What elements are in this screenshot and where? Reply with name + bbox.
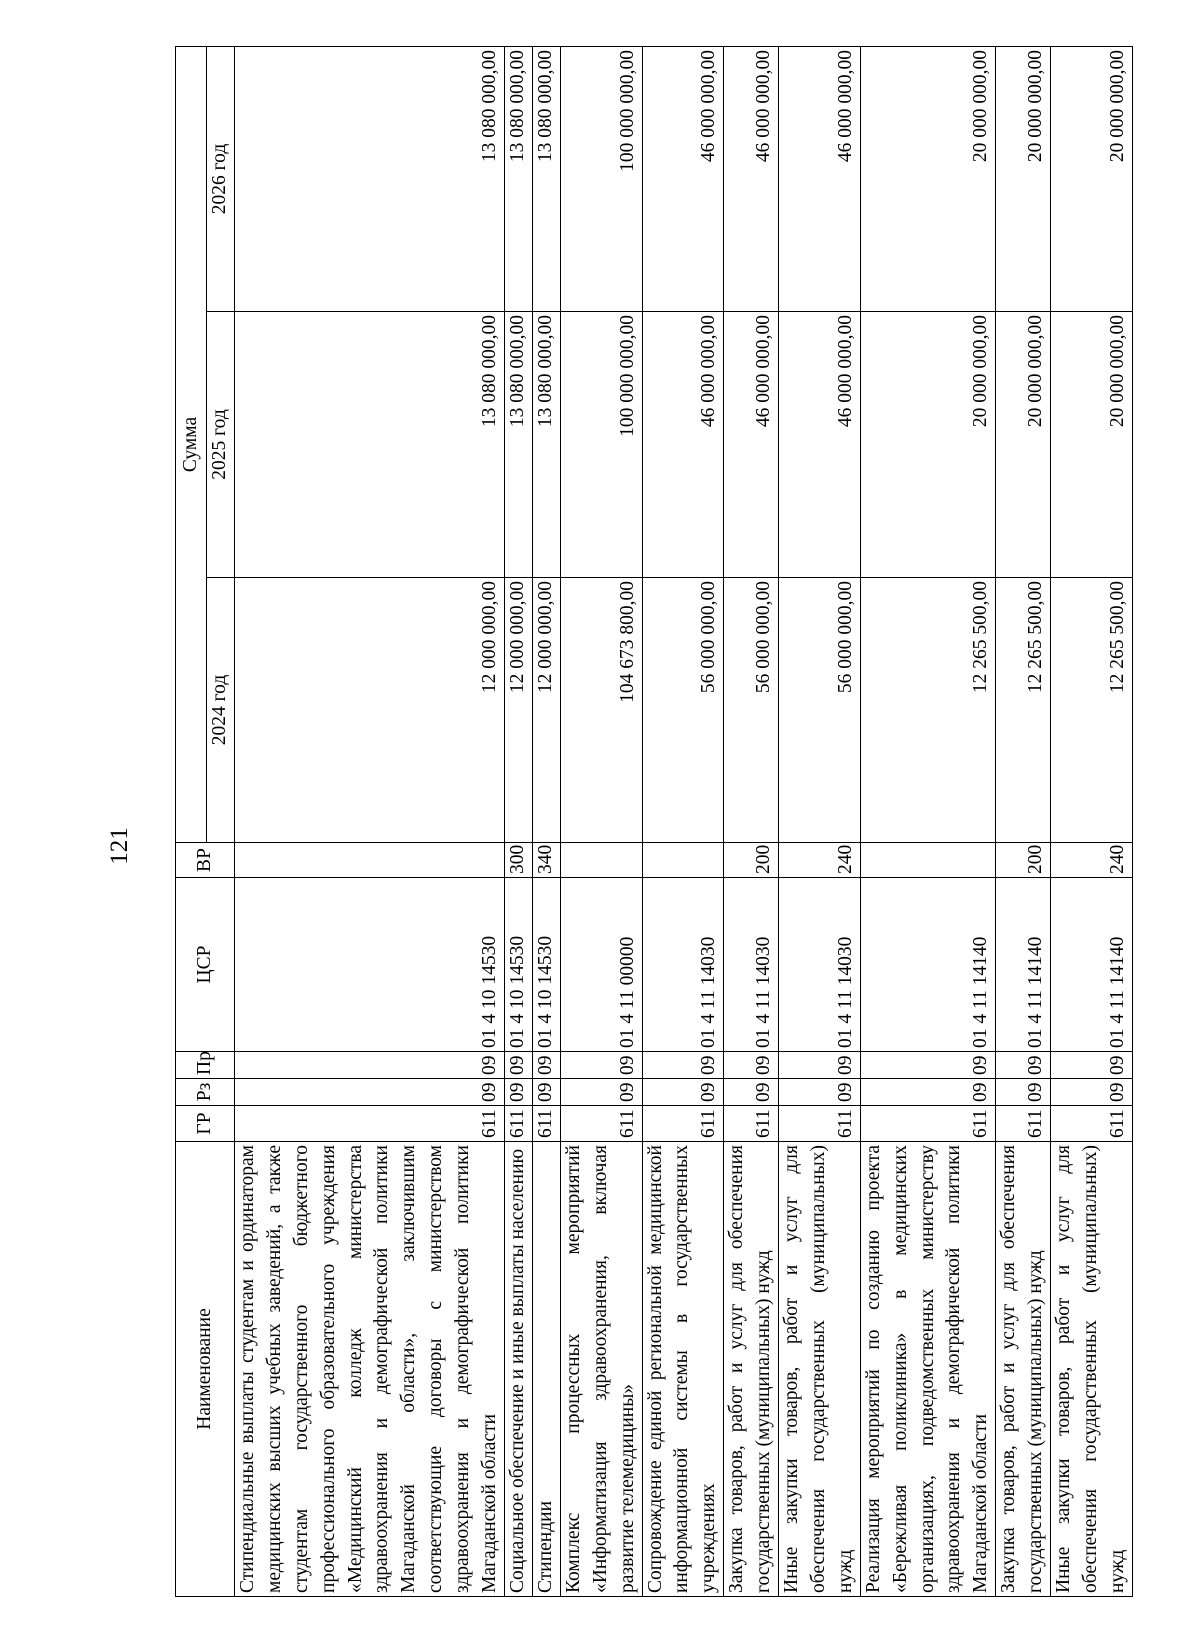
row-gr: 611 (860, 1106, 996, 1142)
table-row (724, 46, 779, 1596)
row-pr: 09 (779, 1052, 861, 1079)
row-2024: 12 000 000,00 (234, 578, 504, 843)
row-2024: 104 673 800,00 (560, 578, 642, 843)
page-number: 121 (106, 827, 133, 865)
row-rz: 09 (504, 1079, 532, 1106)
row-name: Иные закупки товаров, работ и услуг для обеспечения государственных (муниципальных) нужд (779, 1142, 861, 1597)
row-pr: 09 (560, 1052, 642, 1079)
row-csr: 01 4 11 14030 (779, 878, 861, 1052)
row-gr: 611 (642, 1106, 724, 1142)
row-name: Закупка товаров, работ и услуг для обеспечения государственных (муниципальных) нужд (996, 1142, 1051, 1597)
row-2024: 12 000 000,00 (532, 578, 560, 843)
table-row (1051, 46, 1133, 1596)
row-vr (560, 843, 642, 878)
row-vr: 340 (532, 843, 560, 878)
header-pr: Пр (176, 1052, 235, 1079)
row-2025: 13 080 000,00 (234, 312, 504, 578)
row-2024: 12 265 500,00 (860, 578, 996, 843)
row-2026: 100 000 000,00 (560, 46, 642, 311)
header-row (176, 46, 207, 1596)
row-2024: 56 000 000,00 (642, 578, 724, 843)
row-2026: 20 000 000,00 (996, 46, 1051, 311)
row-vr: 200 (996, 843, 1051, 878)
row-2024: 56 000 000,00 (779, 578, 861, 843)
row-name: Стипендии (532, 1142, 560, 1597)
row-pr: 09 (1051, 1052, 1133, 1079)
row-2025: 13 080 000,00 (532, 312, 560, 578)
row-2025: 20 000 000,00 (996, 312, 1051, 578)
row-rz: 09 (996, 1079, 1051, 1106)
row-vr: 240 (1051, 843, 1133, 878)
row-2024: 12 265 500,00 (996, 578, 1051, 843)
header-gr: ГР (176, 1106, 235, 1142)
row-2026: 13 080 000,00 (504, 46, 532, 311)
row-2026: 20 000 000,00 (1051, 46, 1133, 311)
row-gr: 611 (504, 1106, 532, 1142)
row-2026: 20 000 000,00 (860, 46, 996, 311)
row-pr: 09 (642, 1052, 724, 1079)
row-name: Стипендиальные выплаты студентам и ординаторам медицинских высших учебных заведений, а также студентам государственного бюджетного профессионального образовательного учреждения «Медицинский колледж министерства здравоохранения и демографической политики Магаданской области», заключившим соответствующие договоры с министерством здравоохранения и демографической политики Магаданской области (234, 1142, 504, 1597)
row-rz: 09 (560, 1079, 642, 1106)
table-row (779, 46, 861, 1596)
row-gr: 611 (996, 1106, 1051, 1142)
row-pr: 09 (724, 1052, 779, 1079)
row-name: Иные закупки товаров, работ и услуг для обеспечения государственных (муниципальных) нужд (1051, 1142, 1133, 1597)
row-rz: 09 (642, 1079, 724, 1106)
row-vr: 200 (724, 843, 779, 878)
row-csr: 01 4 10 14530 (234, 878, 504, 1052)
row-2024: 12 000 000,00 (504, 578, 532, 843)
header-sum: Сумма (176, 46, 207, 842)
row-rz: 09 (779, 1079, 861, 1106)
rotated-table-container (175, 47, 1128, 1597)
row-vr: 240 (779, 843, 861, 878)
row-name: Реализация мероприятий по созданию проекта «Бережливая поликлиника» в медицинских организациях, подведомственных министерству здравоохранения и демографической политики Магаданской области (860, 1142, 996, 1597)
row-pr: 09 (996, 1052, 1051, 1079)
row-2026: 46 000 000,00 (779, 46, 861, 311)
row-2025: 13 080 000,00 (504, 312, 532, 578)
row-2025: 46 000 000,00 (779, 312, 861, 578)
row-2025: 46 000 000,00 (642, 312, 724, 578)
row-2026: 46 000 000,00 (724, 46, 779, 311)
row-pr: 09 (860, 1052, 996, 1079)
row-rz: 09 (1051, 1079, 1133, 1106)
row-csr: 01 4 10 14530 (532, 878, 560, 1052)
table-row (642, 46, 724, 1596)
row-csr: 01 4 11 14030 (724, 878, 779, 1052)
header-name: Наименование (176, 1142, 235, 1597)
row-rz: 09 (860, 1079, 996, 1106)
row-pr: 09 (504, 1052, 532, 1079)
row-rz: 09 (724, 1079, 779, 1106)
row-vr: 300 (504, 843, 532, 878)
header-2026: 2026 год (207, 46, 235, 311)
row-gr: 611 (1051, 1106, 1133, 1142)
row-gr: 611 (532, 1106, 560, 1142)
row-2026: 13 080 000,00 (234, 46, 504, 311)
row-2025: 46 000 000,00 (724, 312, 779, 578)
table-row (532, 46, 560, 1596)
row-name: Социальное обеспечение и иные выплаты населению (504, 1142, 532, 1597)
row-rz: 09 (234, 1079, 504, 1106)
table-row (504, 46, 532, 1596)
row-csr: 01 4 11 00000 (560, 878, 642, 1052)
header-2025: 2025 год (207, 312, 235, 578)
row-pr: 09 (532, 1052, 560, 1079)
budget-table (175, 46, 1133, 1597)
table-row (996, 46, 1051, 1596)
row-csr: 01 4 11 14140 (1051, 878, 1133, 1052)
row-gr: 611 (234, 1106, 504, 1142)
row-vr (234, 843, 504, 878)
header-vr: ВР (176, 843, 235, 878)
header-2024: 2024 год (207, 578, 235, 843)
row-name: Закупка товаров, работ и услуг для обеспечения государственных (муниципальных) нужд (724, 1142, 779, 1597)
row-csr: 01 4 11 14140 (996, 878, 1051, 1052)
row-gr: 611 (779, 1106, 861, 1142)
table-row (860, 46, 996, 1596)
row-name: Сопровождение единой региональной медицинской информационной системы в государственных учреждениях (642, 1142, 724, 1597)
row-2025: 20 000 000,00 (860, 312, 996, 578)
header-rz: Рз (176, 1079, 235, 1106)
table-row (560, 46, 642, 1596)
header-csr: ЦСР (176, 878, 235, 1052)
row-csr: 01 4 10 14530 (504, 878, 532, 1052)
table-row (234, 46, 504, 1596)
row-name: Комплекс процессных мероприятий «Информатизация здравоохранения, включая развитие телемедицины» (560, 1142, 642, 1597)
row-2024: 56 000 000,00 (724, 578, 779, 843)
row-pr: 09 (234, 1052, 504, 1079)
row-rz: 09 (532, 1079, 560, 1106)
row-csr: 01 4 11 14140 (860, 878, 996, 1052)
row-gr: 611 (724, 1106, 779, 1142)
row-2025: 20 000 000,00 (1051, 312, 1133, 578)
row-2025: 100 000 000,00 (560, 312, 642, 578)
row-2026: 13 080 000,00 (532, 46, 560, 311)
row-vr (860, 843, 996, 878)
row-vr (642, 843, 724, 878)
row-gr: 611 (560, 1106, 642, 1142)
row-2024: 12 265 500,00 (1051, 578, 1133, 843)
row-csr: 01 4 11 14030 (642, 878, 724, 1052)
row-2026: 46 000 000,00 (642, 46, 724, 311)
